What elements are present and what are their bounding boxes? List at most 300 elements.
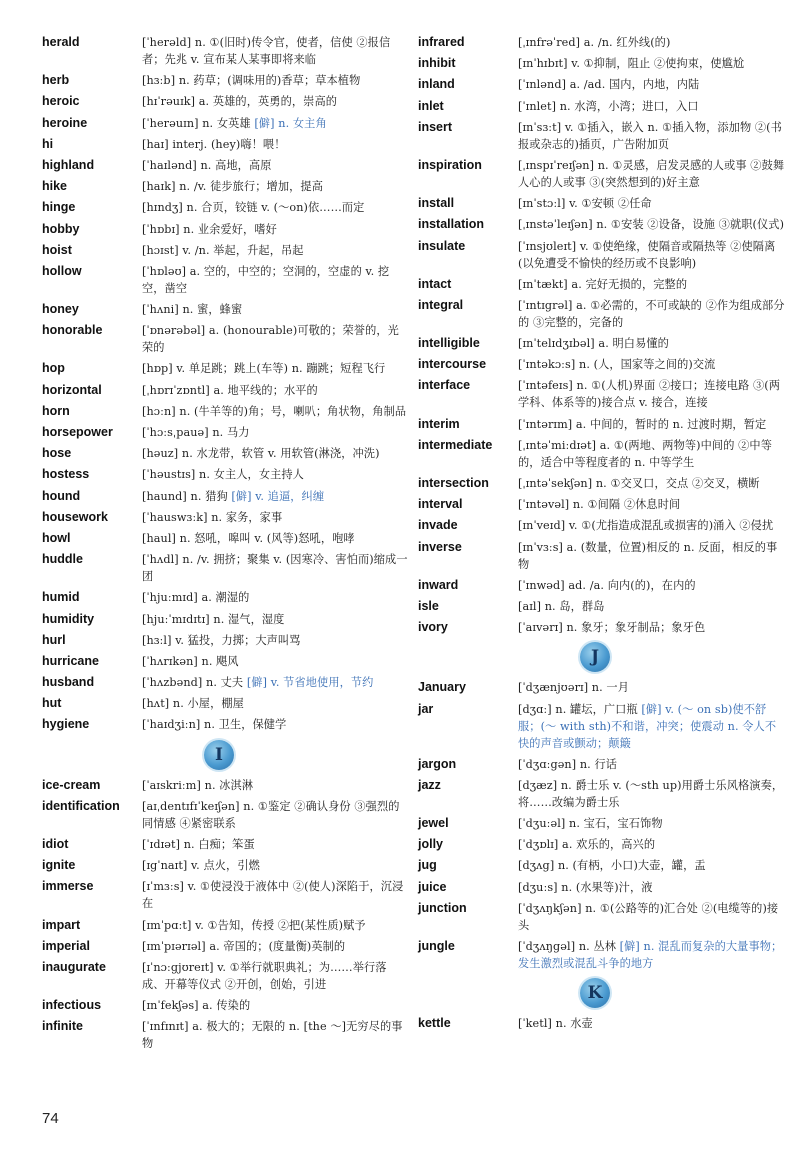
definition: [518, 276, 786, 293]
definition: [142, 157, 408, 174]
definition-text: [ɪmˈpɪərɪəl] a. 帝国的；(度量衡)英制的: [142, 939, 346, 953]
headword: hinge: [42, 200, 76, 215]
dictionary-entry: [42, 466, 408, 483]
definition: [142, 959, 408, 993]
definition-text: [hʌt] n. 小屋，棚屋: [142, 697, 244, 711]
dictionary-entry: [42, 34, 408, 68]
definition: [142, 199, 408, 216]
dictionary-entry: [418, 98, 786, 115]
headword: integral: [418, 297, 464, 312]
letter-badge-icon: [580, 642, 610, 672]
dictionary-entry: [42, 611, 408, 628]
definition: [518, 679, 786, 696]
headword: jazz: [418, 777, 441, 792]
definition-text: [haɪk] n. /v. 徒步旅行；增加，提高: [142, 180, 323, 194]
headword: hound: [42, 488, 81, 503]
dictionary-entry: [42, 242, 408, 259]
definition-text: [ˈherəld] n. ①(旧时)传令官，使者，信使 ②报信者；先兆 v. 宣布某人某事即将来临: [142, 36, 391, 66]
definition-text: [ɪnˈstɔːl] v. ①安顿 ②任命: [518, 197, 652, 211]
definition: [142, 72, 408, 89]
definition: [142, 242, 408, 259]
definition: [518, 356, 786, 373]
dictionary-entry: [42, 136, 408, 153]
right-column: [418, 34, 786, 1036]
dictionary-entry: [42, 551, 408, 585]
definition-text: [ˈɪnfɪnɪt] a. 极大的；无限的 n. [the ～]无穷尽的事物: [142, 1020, 403, 1051]
dictionary-entry: [418, 701, 786, 752]
definition: [518, 836, 786, 853]
definition: [518, 119, 786, 153]
definition-text: [ˈɪntəvəl] n. ①间隔 ②休息时间: [518, 498, 681, 512]
headword: husband: [42, 675, 95, 690]
definition: [518, 157, 786, 191]
dictionary-entry: [42, 857, 408, 874]
headword: hose: [42, 446, 72, 461]
definition: [518, 377, 786, 411]
definition: [142, 938, 408, 955]
definition: [142, 93, 408, 110]
headword: jar: [418, 701, 434, 716]
dictionary-entry: [42, 403, 408, 420]
definition-text: [ˈhɔːsˌpauə] n. 马力: [142, 426, 250, 439]
dictionary-entry: [42, 632, 408, 649]
definition-text: [ˈhaɪdʒiːn] n. 卫生，保健学: [142, 718, 287, 732]
headword: hut: [42, 696, 62, 711]
headword: herald: [42, 35, 80, 49]
definition: [518, 756, 786, 773]
definition: [142, 322, 408, 356]
dictionary-entry: [418, 238, 786, 272]
headword: herb: [42, 73, 70, 88]
dictionary-entry: [418, 815, 786, 832]
definition-text: [ˈdʒɑːgən] n. 行话: [518, 757, 618, 771]
definition-text: [ˈɪnlənd] a. /ad. 国内，内地，内陆: [518, 78, 700, 92]
dictionary-entry: [418, 195, 786, 212]
definition-text: [ˈketl] n. 水壶: [518, 1017, 593, 1031]
rare-meaning: [僻] n. 混乱而复杂的大量事物；发生激烈或混乱斗争的地方: [518, 940, 783, 970]
dictionary-entry: [418, 55, 786, 72]
headword: hi: [42, 136, 54, 151]
definition-text: [ˈhauswɜːk] n. 家务，家事: [142, 510, 283, 524]
definition: [518, 857, 786, 874]
definition: [142, 178, 408, 195]
headword: highland: [42, 157, 95, 172]
headword: heroic: [42, 94, 80, 109]
definition: [142, 34, 408, 68]
headword: inlet: [418, 98, 444, 113]
definition-text: [ɪnˈsɜːt] v. ①插入，嵌入 n. ①插入物，添加物 ②(书报或杂志的)插页，广告附加页: [518, 120, 782, 151]
definition-text: [hɒp] v. 单足跳；跳上(车等) n. 蹦跳；短程飞行: [142, 362, 386, 376]
headword: impart: [42, 917, 81, 932]
definition-text: [ɪˈnɔːgjʊreɪt] v. ①举行就职典礼；为……举行落成、开幕等仪式 ②开创，创始，引进: [142, 960, 387, 991]
headword: imperial: [42, 938, 90, 953]
dictionary-entry: [418, 475, 786, 492]
definition: [142, 382, 408, 399]
headword: jargon: [418, 756, 457, 771]
definition-text: [ɪnˈtækt] a. 完好无损的，完整的: [518, 277, 688, 291]
headword: jolly: [418, 837, 444, 852]
definition-text: [ˈɪntəkɔːs] n. (人，国家等之间的)交流: [518, 358, 716, 372]
definition: [518, 98, 786, 115]
definition-text: [ɪnˈveɪd] v. ①(尤指造成混乱或损害的)涌入 ②侵扰: [518, 519, 774, 533]
headword: howl: [42, 530, 71, 545]
definition: [142, 445, 408, 462]
letter-badge-label: I: [215, 744, 223, 765]
definition: [518, 517, 786, 534]
definition-text: [ˌhɒrɪˈzɒntl] a. 地平线的；水平的: [142, 383, 318, 397]
dictionary-entry: [418, 297, 786, 331]
letter-badge-icon: [204, 740, 234, 770]
definition: [518, 577, 786, 594]
dictionary-entry: [418, 216, 786, 233]
dictionary-entry: [42, 72, 408, 89]
dictionary-entry: [42, 382, 408, 399]
dictionary-entry: [42, 509, 408, 526]
definition-text: [ˈhaɪlənd] n. 高地，高原: [142, 158, 272, 172]
headword: hike: [42, 179, 68, 194]
definition: [142, 466, 408, 483]
headword: invade: [418, 518, 458, 533]
definition-text: [ˌɪnspɪˈreɪʃən] n. ①灵感，启发灵感的人或事 ②鼓舞人心的人或事 ③(突然想到的)好主意: [518, 158, 785, 189]
definition-text: [ˈɒnərəbəl] a. (honourable)可敬的；荣誉的，光荣的: [142, 324, 399, 355]
definition-text: [ɪˈmɜːs] v. ①使浸没于液体中 ②(使人)深陷于，沉浸在: [142, 880, 404, 911]
definition-text: [hɔɪst] v. /n. 举起，升起，吊起: [142, 243, 304, 257]
dictionary-entry: [418, 119, 786, 153]
definition: [518, 496, 786, 513]
headword: ice-cream: [42, 777, 101, 792]
dictionary-entry: [42, 716, 408, 733]
headword: horn: [42, 403, 70, 418]
definition-text: [hɪndʒ] n. 合页，铰链 v. (～on)依……而定: [142, 201, 365, 215]
definition: [518, 598, 786, 615]
headword: insulate: [418, 238, 466, 253]
headword: humid: [42, 590, 80, 605]
dictionary-entry: [42, 653, 408, 670]
definition: [518, 437, 786, 471]
headword: hurricane: [42, 653, 99, 668]
dictionary-entry: [418, 1015, 786, 1032]
dictionary-entry: [418, 836, 786, 853]
definition: [142, 509, 408, 526]
definition: [518, 34, 786, 51]
dictionary-entry: [418, 539, 786, 573]
headword: housework: [42, 509, 108, 524]
definition: [142, 589, 408, 606]
dictionary-entry: [42, 157, 408, 174]
definition: [142, 857, 408, 874]
definition-text: [ˈɪnwəd] ad. /a. 向内(的)，在内的: [518, 578, 696, 592]
dictionary-entry: [42, 93, 408, 110]
dictionary-entry: [42, 674, 408, 691]
definition: [142, 424, 408, 441]
definition: [142, 360, 408, 377]
headword: interim: [418, 416, 460, 431]
headword: inverse: [418, 539, 462, 554]
dictionary-entry: [42, 115, 408, 132]
headword: ignite: [42, 858, 76, 873]
page-number: 74: [42, 1110, 59, 1127]
dictionary-entry: [42, 836, 408, 853]
headword: inhibit: [418, 56, 456, 71]
dictionary-entry: [42, 917, 408, 934]
definition-text: [aɪl] n. 岛，群岛: [518, 599, 605, 613]
definition-text: [ˈhʌdl] n. /v. 拥挤；聚集 v. (因寒冷、害怕而)缩成一团: [142, 553, 408, 584]
definition-text: [hɜːb] n. 药草；(调味用的)香草；草本植物: [142, 74, 361, 88]
headword: intelligible: [418, 336, 480, 351]
definition: [142, 798, 408, 832]
dictionary-entry: [418, 879, 786, 896]
definition-text: [ˈhʌrɪkən] n. 飓风: [142, 654, 239, 668]
definition-text: [ˈdʒʌŋkʃən] n. ①(公路等的)汇合处 ②(电缆等的)接头: [518, 901, 779, 932]
dictionary-entry: [42, 301, 408, 318]
definition: [518, 238, 786, 272]
definition: [518, 539, 786, 573]
definition: [142, 263, 408, 297]
definition-text: [ˈdʒɒlɪ] a. 欢乐的，高兴的: [518, 838, 656, 852]
definition-text: [ɪgˈnaɪt] v. 点火，引燃: [142, 859, 260, 873]
dictionary-entry: [418, 619, 786, 636]
definition-text: [ɪnˈhɪbɪt] v. ①抑制，阻止 ②使拘束，使尴尬: [518, 57, 745, 71]
definition-text: [ˌɪntəˈsekʃən] n. ①交叉口，交点 ②交叉，横断: [518, 477, 760, 490]
dictionary-entry: [418, 416, 786, 433]
headword: infrared: [418, 35, 465, 49]
definition-text: [ˈhʌzbənd] n. 丈夫: [142, 676, 247, 690]
letter-badge-label: J: [590, 647, 600, 668]
dictionary-entry: [42, 178, 408, 195]
dictionary-entry: [42, 938, 408, 955]
definition-text: [ˈhɒləʊ] a. 空的，中空的；空洞的，空虚的 v. 挖空，凿空: [142, 264, 390, 295]
definition-text: [ˈdʒænjʊərɪ] n. 一月: [518, 681, 630, 695]
definition: [142, 653, 408, 670]
definition-text: [ˈɪnlet] n. 水湾，小湾；进口，入口: [518, 99, 699, 113]
dictionary-entry: [418, 938, 786, 972]
definition: [142, 1018, 408, 1052]
definition: [518, 879, 786, 896]
definition-text: [ˈɪntərɪm] a. 中间的，暂时的 n. 过渡时期，暂定: [518, 417, 767, 431]
definition-text: [ˈhəustɪs] n. 女主人，女主持人: [142, 468, 304, 482]
definition: [142, 301, 408, 318]
definition: [142, 136, 408, 153]
definition-text: [ˈɪdɪət] n. 白痴；笨蛋: [142, 838, 255, 851]
headword: immerse: [42, 879, 94, 894]
definition-text: [haul] n. 怒吼，嗥叫 v. (风等)怒吼，咆哮: [142, 531, 355, 545]
definition-text: [aɪˌdentɪfɪˈkeɪʃən] n. ①鉴定 ②确认身份 ③强烈的同情感 ④紧密联系: [142, 799, 400, 830]
headword: inland: [418, 77, 455, 92]
dictionary-entry: [42, 695, 408, 712]
definition: [142, 674, 408, 691]
definition: [142, 551, 408, 585]
definition-text: [ˈhʌni] n. 蜜，蜂蜜: [142, 303, 243, 317]
definition-text: [həuz] n. 水龙带，软管 v. 用软管(淋浇，冲洗): [142, 447, 380, 461]
dictionary-entry: [418, 577, 786, 594]
headword: jungle: [418, 939, 455, 953]
dictionary-entry: [418, 335, 786, 352]
definition: [142, 221, 408, 238]
headword: infectious: [42, 998, 102, 1013]
definition: [518, 416, 786, 433]
headword: kettle: [418, 1016, 451, 1031]
headword: hollow: [42, 263, 82, 278]
dictionary-entry: [42, 589, 408, 606]
rare-meaning: [僻] v. 追逼，纠缠: [231, 489, 325, 503]
definition: [518, 475, 786, 492]
definition-text: [hɪˈrəuɪk] a. 英雄的，英勇的，崇高的: [142, 95, 338, 109]
dictionary-entry: [42, 878, 408, 912]
definition: [518, 297, 786, 331]
left-column: [42, 34, 408, 1057]
definition-text: [hɔːn] n. (牛羊等的)角；号，喇叭；角状物，角制品: [142, 404, 407, 418]
headword: inward: [418, 577, 459, 592]
headword: hoist: [42, 242, 72, 257]
headword: ivory: [418, 620, 448, 635]
definition-text: [hɜːl] v. 猛投，力掷；大声叫骂: [142, 633, 301, 647]
dictionary-entry: [42, 530, 408, 547]
headword: hostess: [42, 467, 90, 482]
definition: [518, 335, 786, 352]
definition: [518, 619, 786, 636]
definition-text: [ˈɪntəfeɪs] n. ①(人机)界面 ②接口；连接电路 ③(两学科、体系等的)接合点 v. 接合，连接: [518, 379, 781, 410]
dictionary-entry: [42, 1018, 408, 1052]
rare-meaning: [僻] v. (～ on sb)使不舒服；(～ with sth)不和谐，冲突；使震动 n. 令人不快的声音或颤动；颠簸: [518, 702, 777, 750]
dictionary-entry: [42, 263, 408, 297]
headword: heroine: [42, 115, 88, 130]
definition: [142, 777, 408, 794]
dictionary-entry: [418, 76, 786, 93]
dictionary-entry: [42, 488, 408, 505]
dictionary-entry: [42, 997, 408, 1014]
definition-text: [ɪnˈtelɪdʒɪbəl] a. 明白易懂的: [518, 337, 669, 351]
definition: [518, 815, 786, 832]
definition-text: [dʒæz] n. 爵士乐 v. (～sth up)用爵士乐风格演奏，将……改编为爵士乐: [518, 778, 784, 809]
dictionary-entry: [418, 679, 786, 696]
definition-text: [dʒʌg] n. (有柄，小口)大壶，罐，盂: [518, 859, 706, 873]
definition-text: [ˈhjuːmɪd] a. 潮湿的: [142, 591, 250, 605]
definition: [518, 76, 786, 93]
headword: interval: [418, 497, 463, 512]
definition: [142, 836, 408, 853]
headword: hop: [42, 361, 65, 376]
dictionary-entry: [42, 424, 408, 441]
dictionary-entry: [418, 517, 786, 534]
headword: interface: [418, 378, 471, 393]
section-letter-i: [42, 738, 408, 772]
dictionary-entry: [418, 756, 786, 773]
definition: [142, 403, 408, 420]
definition: [142, 917, 408, 934]
headword: intermediate: [418, 437, 493, 452]
headword: January: [418, 680, 466, 695]
definition: [142, 530, 408, 547]
headword: hygiene: [42, 717, 90, 732]
definition: [142, 695, 408, 712]
definition: [518, 701, 786, 752]
rare-meaning: [僻] v. 节省地使用，节约: [246, 676, 374, 690]
dictionary-entry: [418, 437, 786, 471]
headword: hobby: [42, 221, 80, 236]
rare-meaning: [僻] n. 女主角: [254, 116, 327, 130]
definition: [142, 488, 408, 505]
definition: [142, 878, 408, 912]
definition: [518, 216, 786, 233]
dictionary-entry: [418, 276, 786, 293]
headword: jug: [418, 858, 437, 873]
definition-text: [ɪmˈpɑːt] v. ①告知，传授 ②把(某性质)赋予: [142, 918, 366, 932]
definition: [142, 115, 408, 132]
headword: infinite: [42, 1019, 83, 1034]
dictionary-entry: [418, 900, 786, 934]
definition-text: [ˈherəuɪn] n. 女英雄: [142, 116, 255, 130]
definition-text: [ˈhɒbɪ] n. 业余爱好，嗜好: [142, 222, 277, 236]
definition: [518, 55, 786, 72]
letter-badge-icon: [580, 978, 610, 1008]
headword: honey: [42, 302, 79, 317]
definition-text: [haund] n. 猎狗: [142, 489, 232, 503]
definition: [142, 611, 408, 628]
dictionary-entry: [418, 377, 786, 411]
section-letter-k: [418, 976, 786, 1010]
headword: intersection: [418, 476, 489, 490]
headword: humidity: [42, 611, 95, 626]
dictionary-entry: [42, 360, 408, 377]
headword: horizontal: [42, 382, 102, 397]
headword: horsepower: [42, 425, 113, 439]
dictionary-entry: [42, 959, 408, 993]
dictionary-entry: [418, 34, 786, 51]
definition-text: [ˈɪntɪgrəl] a. ①必需的，不可或缺的 ②作为组成部分的 ③完整的，完备的: [518, 298, 785, 329]
dictionary-entry: [42, 798, 408, 832]
definition-text: [ˌɪntəˈmiːdɪət] a. ①(两地、两物等)中间的 ②中等的，适合中等程度者的 n. 中等学生: [518, 438, 772, 469]
dictionary-entry: [42, 322, 408, 356]
definition-text: [dʒɑː] n. 罐坛，广口瓶: [518, 702, 642, 716]
dictionary-entry: [418, 857, 786, 874]
dictionary-entry: [418, 598, 786, 615]
headword: jewel: [418, 816, 449, 831]
headword: identification: [42, 798, 120, 813]
dictionary-entry: [42, 221, 408, 238]
definition-text: [ˌɪnfrəˈred] a. /n. 红外线(的): [518, 36, 671, 49]
headword: hurl: [42, 632, 66, 647]
definition-text: [haɪ] interj. (hey)嗨！喂！: [142, 137, 286, 151]
headword: isle: [418, 598, 439, 613]
definition-text: [hjuːˈmɪdɪtɪ] n. 湿气，湿度: [142, 612, 285, 626]
headword: juice: [418, 879, 447, 894]
definition: [518, 777, 786, 811]
headword: idiot: [42, 837, 69, 851]
dictionary-entry: [418, 157, 786, 191]
definition-text: [ˈdʒʌŋgəl] n. 丛林: [518, 940, 620, 953]
dictionary-entry: [418, 777, 786, 811]
dictionary-entry: [418, 356, 786, 373]
headword: install: [418, 196, 455, 211]
definition-text: [ˈdʒuːəl] n. 宝石，宝石饰物: [518, 817, 663, 831]
headword: inspiration: [418, 157, 482, 172]
definition: [142, 997, 408, 1014]
headword: intact: [418, 276, 452, 291]
dictionary-entry: [42, 777, 408, 794]
dictionary-entry: [42, 199, 408, 216]
definition-text: [ˈaɪvərɪ] n. 象牙；象牙制品；象牙色: [518, 621, 706, 635]
headword: inaugurate: [42, 959, 106, 974]
definition: [518, 900, 786, 934]
definition: [518, 938, 786, 972]
definition: [142, 716, 408, 733]
definition-text: [ɪnˈvɜːs] a. (数量，位置)相反的 n. 反面，相反的事物: [518, 540, 778, 571]
definition-text: [dʒuːs] n. (水果等)汁，液: [518, 880, 653, 894]
headword: intercourse: [418, 357, 487, 372]
dictionary-entry: [418, 496, 786, 513]
definition-text: [ˈaɪskriːm] n. 冰淇淋: [142, 778, 254, 792]
definition-text: [ˌɪnstəˈleɪʃən] n. ①安装 ②设备，设施 ③就职(仪式): [518, 218, 785, 232]
